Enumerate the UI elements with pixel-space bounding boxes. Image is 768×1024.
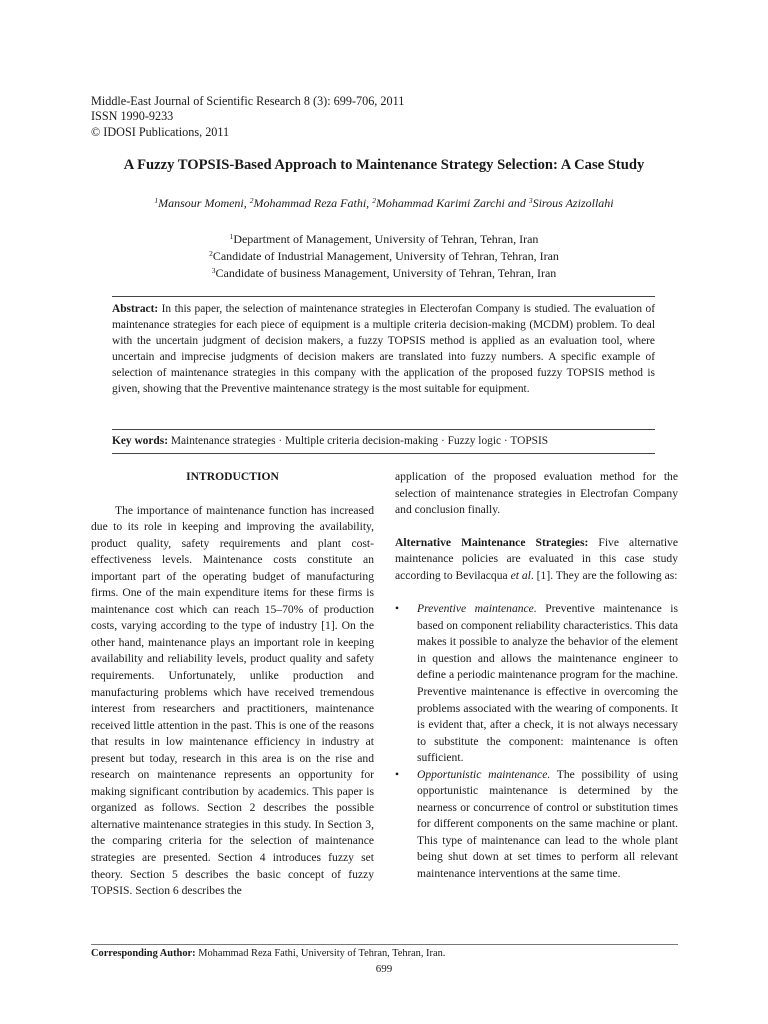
footer-text: Mohammad Reza Fathi, University of Tehran, Tehran, Iran.	[195, 948, 446, 959]
author-sup: 3	[528, 196, 533, 205]
strategy-term: Preventive maintenance.	[417, 602, 537, 616]
affiliation-sup: 2	[209, 249, 213, 259]
bullet-marker: •	[395, 767, 400, 781]
author-name: Mohammad Reza Fathi,	[253, 196, 373, 210]
affiliation-sup: 3	[211, 266, 216, 276]
bullet-marker: •	[395, 602, 400, 616]
corresponding-author	[91, 948, 445, 959]
list-item	[395, 601, 678, 766]
keywords-bottom-rule	[112, 453, 655, 454]
strategy-term: Opportunistic maintenance.	[417, 767, 551, 781]
strategy-description: Preventive maintenance is based on component reliability characteristics. This data makes it possible to analyze the behavior of the element in question and allows the maintenance engineer to define a periodic maintenance program for the machine. Preventive maintenance is effective in overcoming the problems associated with the wearing of components. It is evident that, after a check, it is not always necessary to substitute the component: maintenance is often sufficient.	[417, 602, 678, 765]
footer-rule	[91, 944, 678, 945]
affiliation-text: Candidate of Industrial Management, University of Tehran, Tehran, Iran	[212, 249, 559, 264]
abstract	[112, 301, 655, 398]
keywords-label: Key words:	[112, 435, 168, 447]
author-name: Mansour Momeni,	[158, 196, 250, 210]
author-sup: 2	[372, 196, 376, 205]
abstract-top-rule	[112, 296, 655, 297]
alternatives-etal: et al	[510, 568, 531, 582]
affiliations	[0, 231, 768, 283]
author-list	[0, 196, 768, 211]
paper-title: A Fuzzy TOPSIS-Based Approach to Maintenance Strategy Selection: A Case Study	[123, 157, 645, 173]
alternatives-heading: Alternative Maintenance Strategies:	[395, 535, 589, 549]
alternatives-text-end: . [1]. They are the following as:	[530, 568, 678, 582]
introduction-continuation: application of the proposed evaluation method for the selection of maintenance strategies in Electrofan Company and conclusion finally.	[395, 470, 678, 517]
journal-copyright: © IDOSI Publications, 2011	[91, 124, 230, 139]
journal-issn: ISSN 1990-9233	[91, 109, 174, 124]
affiliation	[0, 248, 768, 265]
introduction-paragraph: The importance of maintenance function has increased due to its role in keeping and improving the availability, product quality, safety requirements and plant cost-effectiveness levels. Maintenance costs constitute an important part of the operating budget of manufacturing firms. One of the main expenditure items for these firms is maintenance cost which can reach 15–70% of production costs, varying according to the type of industry [1]. On the other hand, maintenance plays an important role in keeping availability and reliability levels, product quality and safety requirements. Unfortunately, unlike production and manufacturing problems which have received tremendous interest from researchers and practitioners, maintenance received little attention in the past. This is one of the reasons that results in low maintenance efficiency in industry at present but today, research in this area is on the rise and research on maintenance represents an opportunity for making significant contribution by academics. This paper is organized as follows. Section 2 describes the possible alternative maintenance strategies in this study. In Section 3, the comparing criteria for the selection of maintenance strategies are presented. Section 4 introduces fuzzy set theory. Section 5 describes the basic concept of fuzzy TOPSIS. Section 6 describes the	[91, 503, 374, 898]
page-number: 699	[375, 963, 393, 975]
journal-citation: Middle-East Journal of Scientific Research 8 (3): 699-706, 2011	[91, 94, 405, 108]
affiliation-text: Candidate of business Management, University of Tehran, Tehran, Iran	[215, 266, 557, 281]
affiliation	[0, 231, 768, 248]
list-item	[395, 767, 678, 883]
affiliation	[0, 265, 768, 282]
keywords-text: Maintenance strategies · Multiple criteria decision-making · Fuzzy logic · TOPSIS	[168, 435, 549, 447]
introduction-heading: INTRODUCTION	[186, 470, 279, 483]
author-sup: 1	[154, 196, 159, 205]
affiliation-text: Department of Management, University of Tehran, Tehran, Iran	[233, 232, 539, 246]
author-name: Sirous Azizollahi	[532, 196, 614, 210]
keywords	[112, 435, 672, 447]
footer-label: Corresponding Author:	[91, 948, 196, 959]
abstract-text: In this paper, the selection of maintenance strategies in Electerofan Company is studied. The evaluation of maintenance strategies for each piece of equipment is a multiple criteria decision-making (MCDM) problem. To deal with the uncertain judgment of decision makers, a fuzzy TOPSIS method is applied as an evaluation tool, where uncertain and imprecise judgments of decision makers are translated into fuzzy numbers. A specific example of selection of maintenance strategies in this company with the application of the proposed fuzzy TOPSIS method is given, showing that the Preventive maintenance strategy is the most suitable for equipment.	[112, 303, 655, 396]
journal-header	[91, 94, 404, 140]
keywords-top-rule	[112, 429, 655, 430]
affiliation-sup: 1	[229, 232, 234, 241]
right-column	[395, 469, 678, 883]
strategy-list	[395, 601, 678, 882]
author-sup: 2	[249, 196, 254, 205]
author-name: Mohammad Karimi Zarchi and	[375, 196, 529, 210]
left-column	[91, 469, 374, 900]
alternatives-text: Five alternative maintenance policies are evaluated in this case study according to Bevilacqua	[395, 535, 678, 582]
alternatives-paragraph	[395, 535, 678, 585]
strategy-description: The possibility of using opportunistic maintenance is determined by the nearness or concurrence of control or substitution times for different components on the same machine or plant. This type of maintenance can lead to the whole plant being shut down at set times to perform all relevant maintenance interventions at the same time.	[417, 767, 678, 881]
abstract-label: Abstract:	[112, 303, 159, 315]
